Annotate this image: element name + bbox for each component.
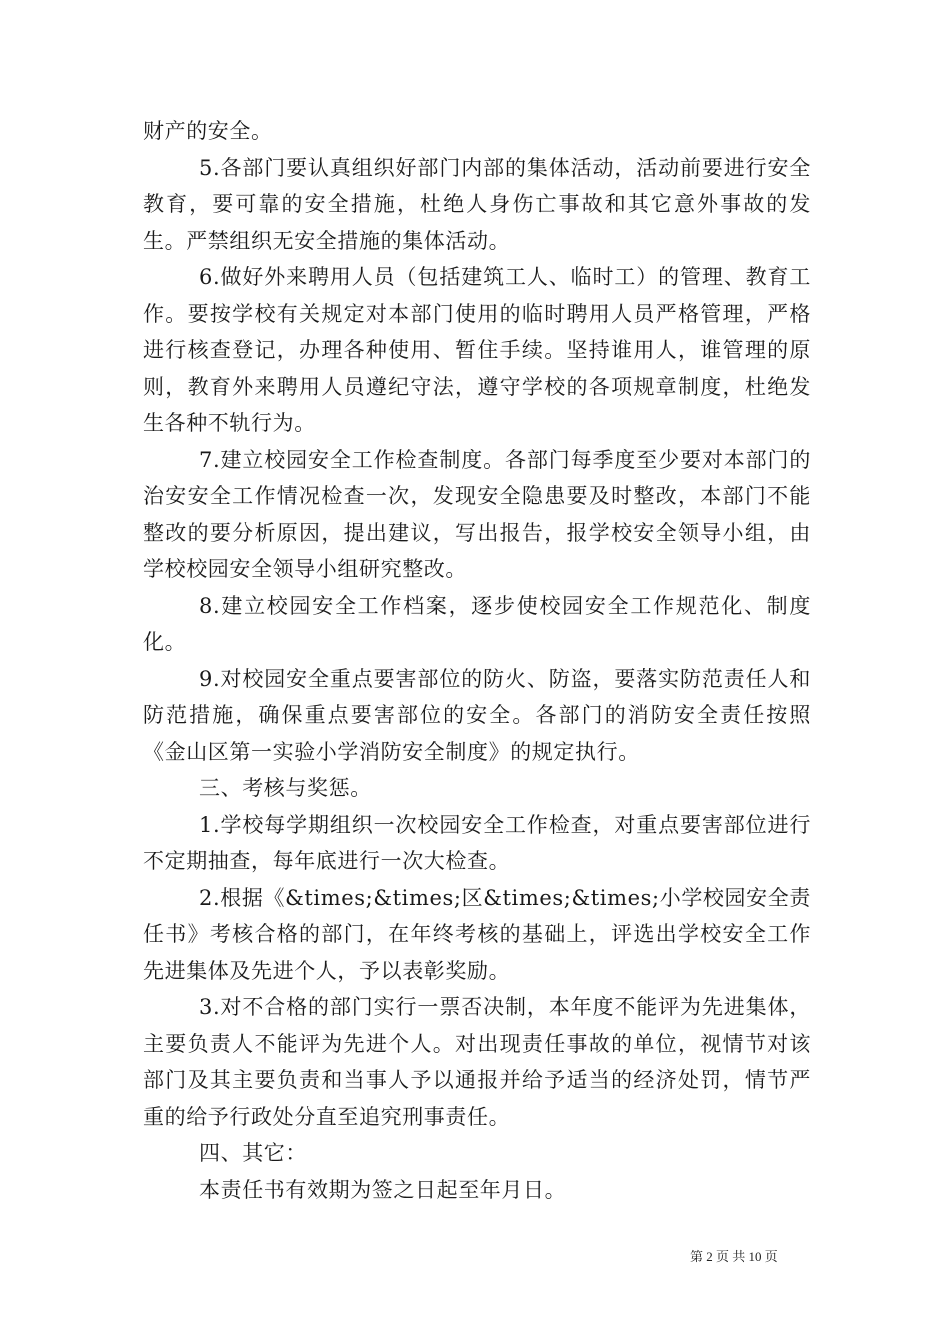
section-heading-3: 三、考核与奖惩。 <box>199 776 372 800</box>
paragraph-5: 8.建立校园安全工作档案，逐步使校园安全工作规范化、制度化。 <box>143 593 811 654</box>
paragraph-3: 6.做好外来聘用人员（包括建筑工人、临时工）的管理、教育工作。要按学校有关规定对本部门使用的临时聘用人员严格管理，严格进行核查登记，办理各种使用、暂住手续。坚持谁用人，谁管理的原则，教育外来聘用人员遵纪守法，遵守学校的各项规章制度，杜绝发生各种不轨行为。 <box>143 265 811 435</box>
section-heading-4: 四、其它： <box>199 1141 307 1165</box>
paragraph-7: 1.学校每学期组织一次校园安全工作检查，对重点要害部位进行不定期抽查，每年底进行一次大检查。 <box>143 812 811 873</box>
page-number-footer: 第 2 页 共 10 页 <box>690 1249 778 1264</box>
paragraph-9: 3.对不合格的部门实行一票否决制，本年度不能评为先进集体，主要负责人不能评为先进个人。对出现责任事故的单位，视情节对该部门及其主要负责和当事人予以通报并给予适当的经济处罚，情节严重的给予行政处分直至追究刑事责任。 <box>143 995 811 1129</box>
document-body <box>143 113 811 1208</box>
paragraph-1: 财产的安全。 <box>143 119 273 143</box>
paragraph-2: 5.各部门要认真组织好部门内部的集体活动，活动前要进行安全教育，要可靠的安全措施，杜绝人身伤亡事故和其它意外事故的发生。严禁组织无安全措施的集体活动。 <box>143 155 811 253</box>
paragraph-10: 本责任书有效期为签之日起至年月日。 <box>199 1177 567 1202</box>
paragraph-6: 9.对校园安全重点要害部位的防火、防盗，要落实防范责任人和防范措施，确保重点要害部位的安全。各部门的消防安全责任按照《金山区第一实验小学消防安全制度》的规定执行。 <box>143 666 811 764</box>
paragraph-4: 7.建立校园安全工作检查制度。各部门每季度至少要对本部门的治安安全工作情况检查一次，发现安全隐患要及时整改，本部门不能整改的要分析原因，提出建议，写出报告，报学校安全领导小组，由学校校园安全领导小组研究整改。 <box>143 447 811 581</box>
paragraph-8: 2.根据《&times;&times;区&times;&times;小学校园安全责任书》考核合格的部门，在年终考核的基础上，评选出学校安全工作先进集体及先进个人，予以表彰奖励。 <box>143 885 811 983</box>
